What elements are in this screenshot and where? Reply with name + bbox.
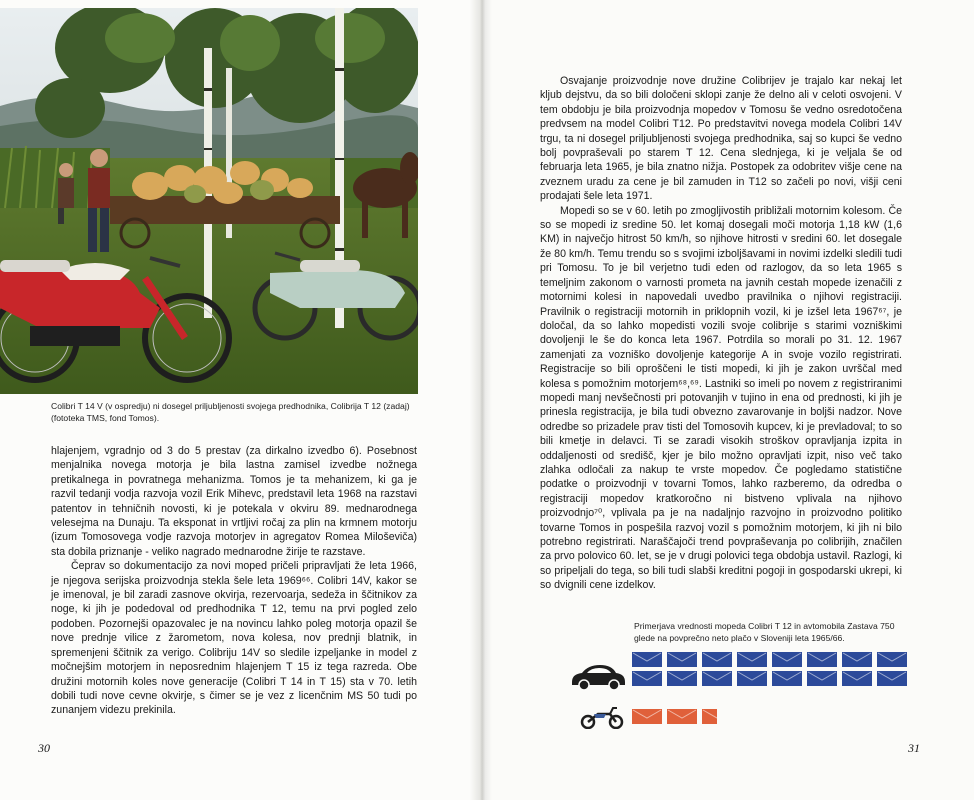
photo-caption: Colibri T 14 V (v ospredju) ni dosegel priljubljenosti svojega predhodnika, Colibrija T 12 (zadaj) (fototeka TMS, fond Tomos). [51, 401, 410, 423]
salary-envelope-icon [632, 671, 662, 686]
salary-envelope-icon [702, 709, 717, 724]
salary-envelope-icon [737, 671, 767, 686]
paragraph: hlajenjem, vgradnjo od 3 do 5 prestav (za dirkalno izvedbo 6). Posebnost menjalnika novega motorja je bila lastna zamisel izvedbe nožnega pretikalnega in povratnega mehanizma. Tomos je ta mehanizem, ki ga je razvil tedanji vodja razvoja vozil Erik Mihevc, predstavil leta 1968 na razstavi patentov in tehničnih novosti, ki je potekala v okviru 89. mednarodnega velesejma na Dunaju. Ta eksponat in vrtljivi ročaj za plin na krmnem motorju (izum Tomosovega vodje razvoja motorjev in agregatov Romea Miloševiča) sta dobila priznanje - veliko nagrado mednarodne žirije te razstave. [51, 445, 417, 558]
left-body-text [51, 444, 417, 718]
paragraph: Osvajanje proizvodnje nove družine Colibrijev je trajalo kar nekaj let kljub dejstvu, da so bili določeni sklopi zanje že delno ali v celoti osvojeni. V tem obdobju je bila proizvodnja mopedov v Tomosu še vedno osredotočena predvsem na model Colibri T12. Po predstavitvi novega modela Colibri 14V trgu, ta ni dosegel priljubljenosti svojega predhodnika, saj so kupci še vedno bolj povpraševali po starem T 12. Cena slednjega, ki je veljala še od februarja leta 1965, je bila znatno nižja. Postopek za odobritev višje cene na zveznem uradu za cene je bil zamuden in T12 so začeli po novi, višji ceni prodajati šele leta 1971. [540, 75, 902, 203]
salary-envelope-icon [807, 671, 837, 686]
salary-envelope-icon [877, 652, 907, 667]
salary-envelope-icon [737, 652, 767, 667]
right-body-text [540, 74, 902, 593]
left-page [0, 0, 478, 800]
salary-envelope-icon [667, 709, 697, 724]
salary-envelope-icon [772, 671, 802, 686]
paragraph: Mopedi so se v 60. letih po zmogljivostih približali motornim kolesom. Če so se mopedi iz sredine 50. let komaj dosegali moči motorja 1,18 kW (1,6 KM) in največjo hitrost 50 km/h, so njihove hitrosti v sredini 60. let dosegale že 80 km/h. Temu trendu so s svojimi izboljšavami in novimi izdelki sledili tudi pri Tomosu. To je bil verjetno tudi eden od razlogov, da so leta 1965 s temeljnim zakonom o varnosti prometa na javnih cestah mopede izenačili z motornimi kolesi in napovedali uvedbo pravilnika o njihovi registraciji. Pravilnik o registraciji motornih in priklopnih vozil, ki je izšel leta 1967⁶⁷, je določal, da so lahko mopedisti vozili svoje colibrije s starimi vozniškimi dovoljenji le še do konca leta 1967. Potrdila so morali po 31. 12. 1967 zamenjati za vozniško dovoljenje kategorije A in svoje vozilo registrirati. Registracije so bili oproščeni le tisti mopedi, ki jih je zakon uvrščal med kolesa s pomožnim motorjem⁶⁸,⁶⁹. Lastniki so imeli po novem z registriranimi mopedi manj nevšečnosti pri potovanjih v tujino in ena od prednosti, ki jih je prinesla registracija, je bila tudi obvezno zavarovanje in boljši nadzor. Nove odredbe so prizadele prav tisti del Tomosovih kupcev, ki je prevladoval; to so bili kmetje in delavci. Ti se zaradi visokih stroškov opravljanja izpita in oddaljenosti od središč, kjer je bilo možno opravljati izpit, niso več tako zlahka odločali za nakup te vrste mopedov. Če pogledamo statistične podatke o proizvodnji v tovarni Tomos, lahko razberemo, da odredba o registraciji mopedov kratkoročno ni bistveno vplivala na njihovo proizvodnjo⁷⁰, vplivala pa je na nadaljnjo razvojno in proizvodno politiko tovarne Tomos in pospešila razvoj vozil s pomožnim motorjem, ki jih ni bilo potrebno registrirati. Naraščajoči trend povpraševanja po colibrijih, značilen za prvo polovico 60. let, se je v drugi polovici tega obdobja ustavil. Razlogi, ki so pripeljali do tega, so bili tudi slabši kreditni pogoji in gospodarski ukrepi, ki so dvignili cene izdelkov. [540, 204, 902, 592]
photo-colibri-mopeds [0, 8, 418, 394]
salary-envelope-icon [807, 652, 837, 667]
salary-envelope-icon [842, 671, 872, 686]
moped-salary-units [632, 709, 912, 724]
salary-envelope-icon [667, 671, 697, 686]
price-comparison-infographic [566, 620, 916, 730]
salary-envelope-icon [877, 671, 907, 686]
page-number-right: 31 [908, 741, 920, 755]
page-number-left: 30 [38, 741, 50, 755]
salary-envelope-icon [632, 709, 662, 724]
motorcycle-icon [580, 705, 624, 734]
salary-envelope-icon [702, 671, 732, 686]
salary-envelope-icon [702, 652, 732, 667]
paragraph: Čeprav so dokumentacijo za novi moped pričeli pripravljati že leta 1966, je njegova serijska proizvodnja stekla šele leta 1969⁶⁶. Colibri 14V, kakor se je imenoval, je bil zaradi zasnove okvirja, rezervoarja, sedeža in ščitnikov za noge, ki jih je podedoval od predhodnika T 12, temu na prvi pogled zelo podoben. Pozornejši opazovalec je na novincu lahko poleg motorja opazil še nove prednje vilice z žarometom, nova kolesa, nov prednji blatnik, in spremenjeni ščitnik za verigo. Colibriju 14V so sledile izpeljanke in model z močnejšim motorjem in neposrednim hlajenjem T 15 iz tega razreda. Obe družini motornih koles nove generacije (Colibri T 14 in T 15) sta v 70. letih dobili tudi nove cevne okvirje, s čimer se je vez z licenčnim MS 50 tudi po zunanjem videzu prekinila. [51, 560, 417, 717]
car-icon [568, 662, 628, 697]
salary-envelope-icon [632, 652, 662, 667]
salary-envelope-icon [842, 652, 872, 667]
salary-envelope-icon [772, 652, 802, 667]
salary-envelope-icon [667, 652, 697, 667]
car-salary-units [632, 652, 912, 686]
infographic-caption: Primerjava vrednosti mopeda Colibri T 12 in avtomobila Zastava 750 glede na povprečno neto plačo v Sloveniji leta 1965/66. [634, 621, 895, 643]
